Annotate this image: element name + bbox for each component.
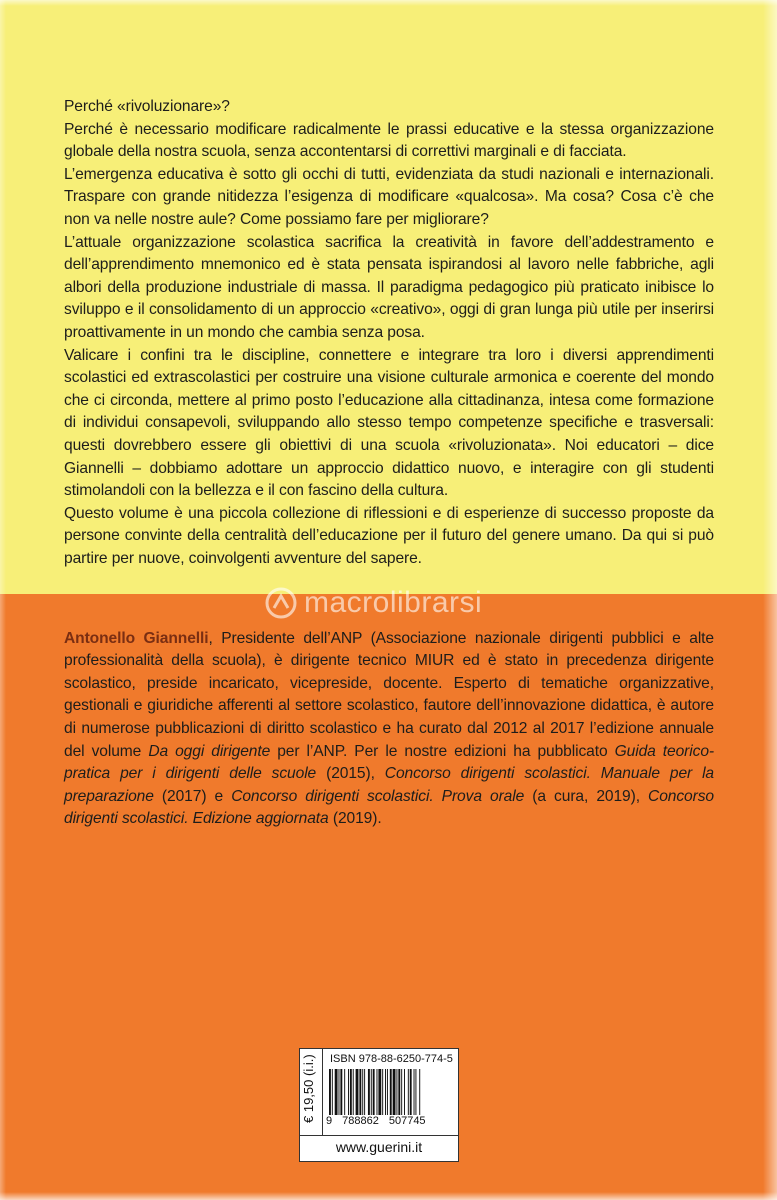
bio-text: (a cura, 2019), xyxy=(524,787,649,805)
cover-edge xyxy=(763,0,777,1200)
cover-edge xyxy=(0,0,6,1200)
blurb-text xyxy=(64,96,714,570)
watermark-logo-icon xyxy=(264,586,298,620)
book-title: Concorso dirigenti scolastici. Edizione aggiornata xyxy=(64,787,714,828)
barcode-digits xyxy=(326,1115,454,1127)
price-label: € 19,50 (i.i.) xyxy=(301,1054,316,1123)
book-title: Concorso dirigenti scolastici. Manuale per la preparazione xyxy=(64,765,715,805)
barcode-digit-lead: 9 xyxy=(326,1115,333,1127)
barcode-box xyxy=(299,1048,459,1162)
blurb-paragraph: Perché «rivoluzionare»? xyxy=(64,98,230,115)
bio-text: (2017) e xyxy=(153,787,232,805)
price-strip xyxy=(300,1049,323,1136)
blurb-paragraph: L’attuale organizzazione scolastica sacrifica la creatività in favore dell’addestramento e dell’apprendimento mnemonico ed è stata pensata ispirandosi al lavoro nelle fabbriche, agli albori della produzione industriale di massa. Il paradigma pedagogico più praticato inibisce lo sviluppo e il consolidamento di un approccio «creativo», oggi di gran lunga più utile per inserirsi proattivamente in un mondo che cambia senza posa. xyxy=(64,233,714,341)
bio-text: , Presidente dell’ANP (Associazione nazionale dirigenti pubblici e alte professionalità della scuola), è dirigente tecnico MIUR ed è stato in precedenza dirigente scolastico, preside incaricato, vicepreside, docente. Esperto di tematiche organizzative, gestionali e giuridiche afferenti al settore scolastico, fautore dell’innovazione didattica, è autore di numerose pubblicazioni di diritto scolastico e ha curato dal 2012 al 2017 l’edizione annuale del volume xyxy=(64,629,714,760)
blurb-paragraph: Valicare i confini tra le discipline, connettere e integrare tra loro i diversi apprendimenti scolastici ed extrascolastici per costruire una visione culturale armonica e coerente del mondo che ci circonda, mettere al primo posto l’educazione alla cittadinanza, intesa come formazione di individui consapevoli, sviluppando allo stesso tempo competenze specifiche e trasversali: questi dovrebbero essere gli obiettivi di una scuola «rivoluzionata». Noi educatori – dice Giannelli – dobbiamo adottare un approccio didattico nuovo, e interagire con gli studenti stimolandoli con la bellezza e il con fascino della cultura. xyxy=(64,346,714,500)
barcode-digits-left: 788862 xyxy=(342,1115,379,1127)
blurb-paragraph: L’emergenza educativa è sotto gli occhi di tutti, evidenziata da studi nazionali e internazionali. Traspare con grande nitidezza l’esigenza di modificare «qualcosa». Ma cosa? Cosa c’è che non va nelle nostre aule? Come possiamo fare per migliorare? xyxy=(64,165,714,228)
watermark xyxy=(264,580,584,626)
bio-text: (2019). xyxy=(328,810,382,828)
bio-text: per l’ANP. Per le nostre edizioni ha pubblicato xyxy=(270,742,615,760)
book-title: Concorso dirigenti scolastici. Prova orale xyxy=(231,787,525,805)
blurb-paragraph: Perché è necessario modificare radicalmente le prassi educative e la stessa organizzazione globale della nostra scuola, senza accontentarsi di correttivi marginali e di facciata. xyxy=(64,120,714,161)
author-bio xyxy=(64,628,714,831)
author-name: Antonello Giannelli xyxy=(64,629,209,647)
barcode-icon xyxy=(328,1069,452,1115)
book-title: Guida teorico-pratica per i dirigenti delle scuole xyxy=(64,742,714,783)
divider xyxy=(300,1135,458,1136)
barcode-digits-right: 507745 xyxy=(388,1115,426,1127)
book-title: Da oggi dirigente xyxy=(148,742,271,760)
publisher-website: www.guerini.it xyxy=(335,1139,423,1155)
cover-edge xyxy=(0,0,777,6)
watermark-text: macrolibrarsi xyxy=(304,586,483,619)
blurb-paragraph: Questo volume è una piccola collezione di riflessioni e di esperienze di successo proposte da persone convinte della centralità dell’educazione per il futuro del genere umano. Da qui si può partire per nuove, coinvolgenti avventure del sapere. xyxy=(64,504,714,567)
bio-text: (2015), xyxy=(316,765,385,783)
isbn-label: ISBN 978-88-6250-774-5 xyxy=(330,1053,453,1065)
cover-edge xyxy=(0,1192,777,1200)
